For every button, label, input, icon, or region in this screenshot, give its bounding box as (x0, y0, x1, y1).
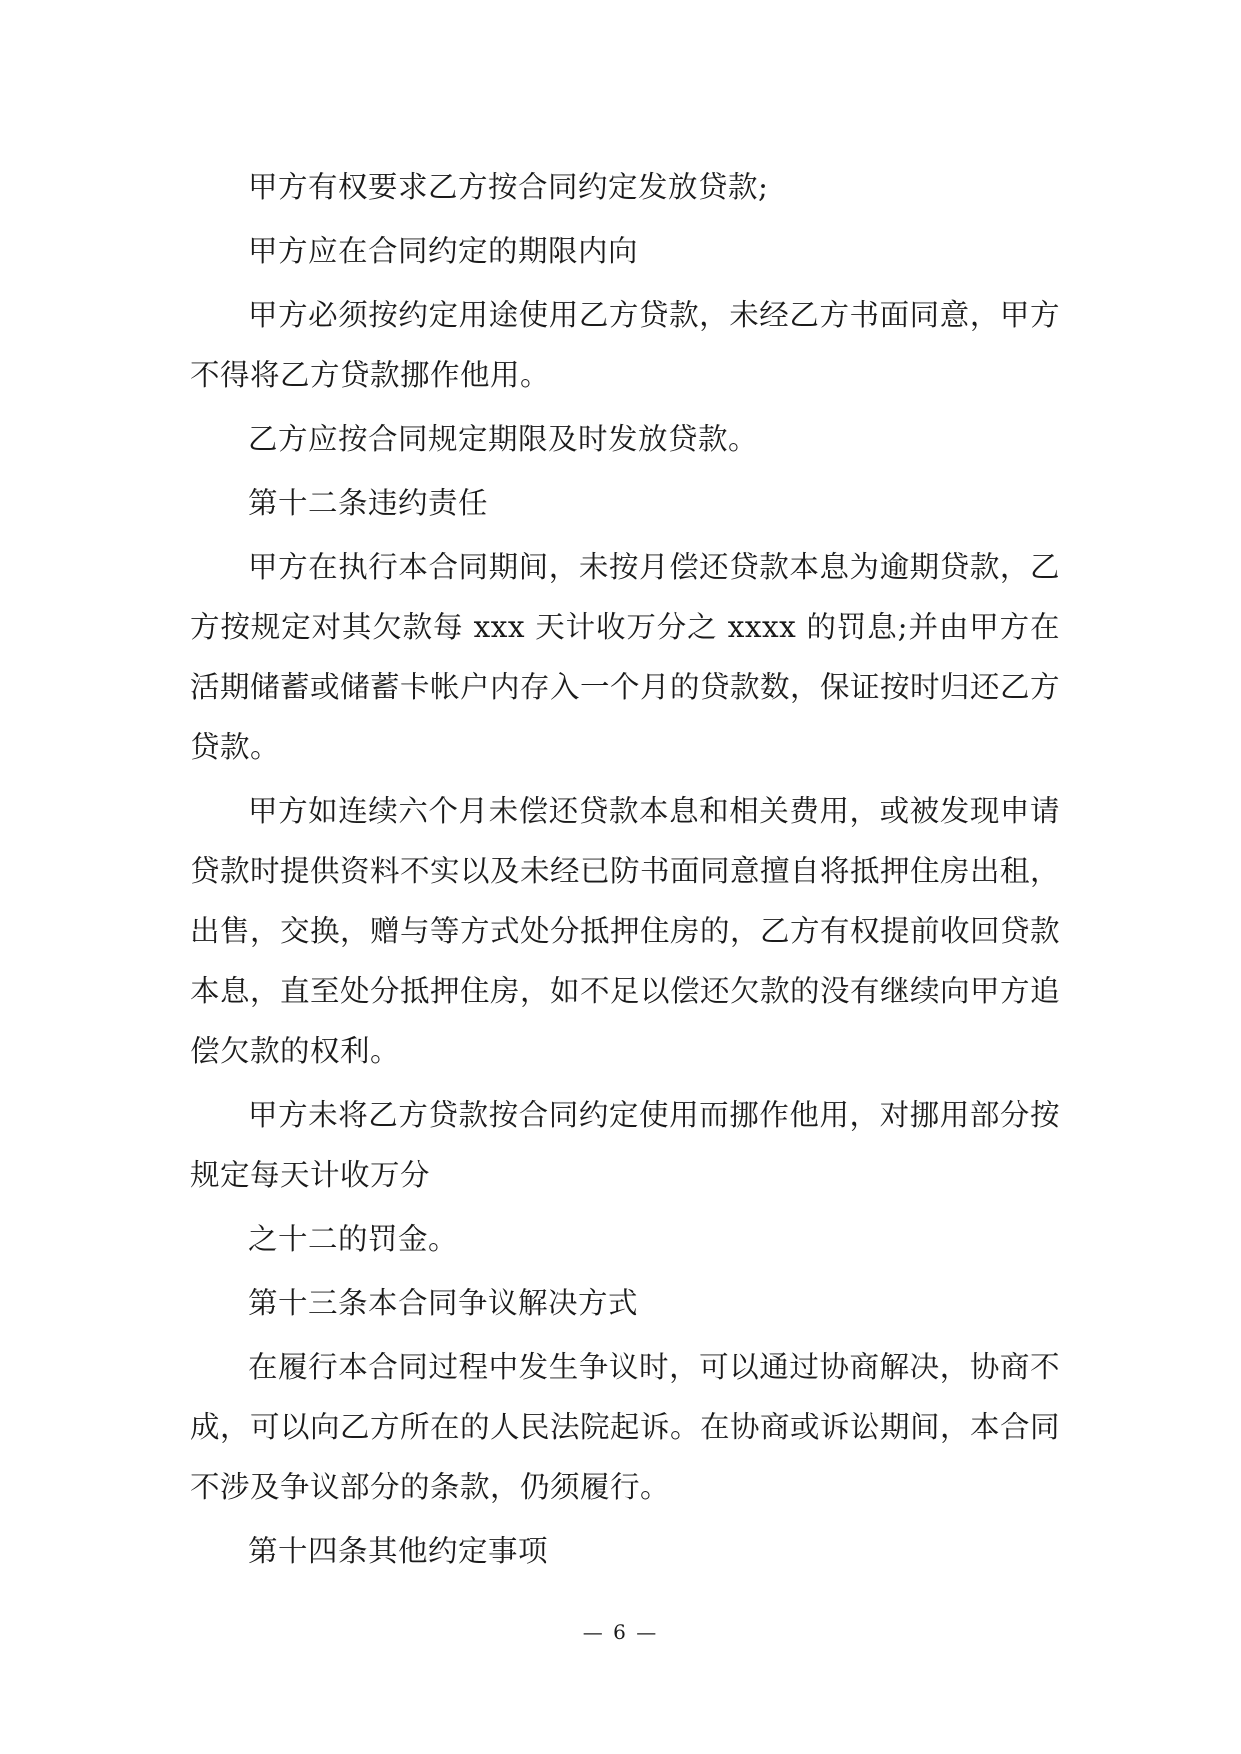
paragraph: 甲方在执行本合同期间，未按月偿还贷款本息为逾期贷款，乙方按规定对其欠款每 xxx 天计收万分之 xxxx 的罚息;并由甲方在活期储蓄或储蓄卡帐户内存入一个月的贷款数，保证按时归还乙方贷款。 (190, 550, 1061, 764)
section-heading: 第十四条其他约定事项 (248, 1534, 549, 1568)
paragraph: 甲方如连续六个月未偿还贷款本息和相关费用，或被发现申请贷款时提供资料不实以及未经已防书面同意擅自将抵押住房出租，出售，交换，赠与等方式处分抵押住房的，乙方有权提前收回贷款本息，直至处分抵押住房，如不足以偿还欠款的没有继续向甲方追偿欠款的权利。 (190, 794, 1061, 1068)
paragraph: 在履行本合同过程中发生争议时，可以通过协商解决，协商不成，可以向乙方所在的人民法院起诉。在协商或诉讼期间，本合同不涉及争议部分的条款，仍须履行。 (190, 1350, 1061, 1504)
paragraph: 乙方应按合同规定期限及时发放贷款。 (248, 422, 759, 456)
page-number: — 6 — (582, 1620, 659, 1644)
paragraph: 甲方应在合同约定的期限内向 (248, 234, 639, 268)
section-heading: 第十三条本合同争议解决方式 (248, 1286, 639, 1320)
paragraph: 甲方必须按约定用途使用乙方贷款，未经乙方书面同意，甲方不得将乙方贷款挪作他用。 (190, 298, 1060, 392)
section-heading: 第十二条违约责任 (248, 486, 489, 520)
paragraph: 之十二的罚金。 (248, 1222, 459, 1256)
paragraph: 甲方有权要求乙方按合同约定发放贷款; (248, 170, 769, 204)
document-body (190, 157, 1060, 1585)
paragraph: 甲方未将乙方贷款按合同约定使用而挪作他用，对挪用部分按规定每天计收万分 (190, 1098, 1060, 1192)
